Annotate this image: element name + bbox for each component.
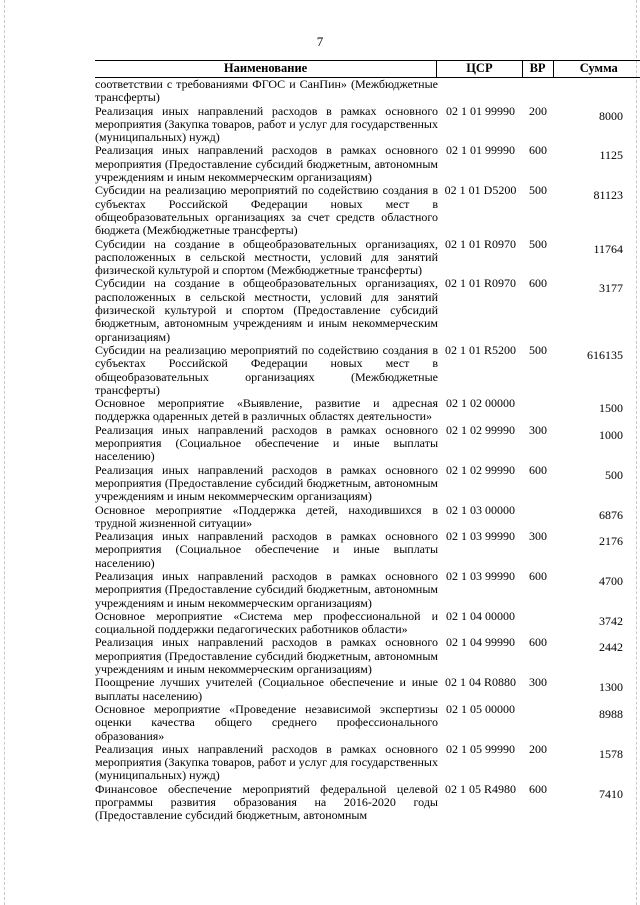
- row-sum-cell: 11764: [593, 241, 623, 256]
- row-name-cell: Основное мероприятие «Выявление, развитие и адресная поддержка одаренных детей в различных областях деятельности»: [95, 396, 438, 424]
- table-row: [95, 504, 640, 531]
- table-row: [95, 105, 640, 145]
- table-row: [95, 703, 640, 743]
- row-name-cell: Субсидии на создание в общеобразовательных организациях, расположенных в сельской местности, условий для занятий физической культурой и спортом (Предоставление субсидий бюджетным, автономным учреждениям и иным некоммерческим организациям): [95, 276, 438, 344]
- row-vr-cell: 300: [529, 529, 547, 544]
- row-sum-cell: 1000: [599, 427, 623, 442]
- row-csr-cell: 02 1 01 D5200: [444, 183, 517, 198]
- row-vr-cell: 600: [529, 635, 547, 650]
- row-vr-cell: 300: [529, 422, 547, 437]
- row-csr-cell: 02 1 01 R0970: [444, 236, 516, 251]
- table-row: [95, 78, 640, 105]
- row-name-cell: Реализация иных направлений расходов в рамках основного мероприятия (Предоставление субсидий бюджетным, автономным учреждениям и иным некоммерческим организациям): [95, 568, 438, 610]
- row-vr-cell: 200: [529, 741, 547, 756]
- row-vr-cell: 600: [529, 568, 547, 583]
- row-name-cell: Реализация иных направлений расходов в рамках основного мероприятия (Предоставление субсидий бюджетным, автономным учреждениям и иным некоммерческим организациям): [95, 635, 438, 677]
- table-row: [95, 530, 640, 570]
- row-name-cell: Основное мероприятие «Проведение независимой экспертизы оценки качества общего среднего профессионального образования»: [95, 701, 438, 743]
- left-margin-line: [4, 0, 5, 905]
- row-csr-cell: 02 1 05 R4980: [444, 781, 516, 796]
- row-vr-cell: 200: [529, 103, 547, 118]
- row-sum-cell: 81123: [593, 188, 623, 203]
- row-vr-cell: 300: [529, 675, 547, 690]
- row-sum-cell: 7410: [599, 786, 623, 801]
- row-vr-cell: 600: [529, 143, 547, 158]
- row-name-cell: соответствии с требованиями ФГОС и СанПин» (Межбюджетные трансферты): [95, 77, 438, 105]
- row-sum-cell: 616135: [587, 347, 623, 362]
- row-csr-cell: 02 1 04 99990: [446, 635, 515, 650]
- row-vr-cell: 600: [529, 781, 547, 796]
- row-sum-cell: 1500: [599, 401, 623, 416]
- row-csr-cell: 02 1 03 99990: [446, 529, 515, 544]
- table-row: [95, 184, 640, 237]
- row-vr-cell: 600: [529, 462, 547, 477]
- row-name-cell: Основное мероприятие «Система мер профессиональной и социальной поддержки педагогических работников области»: [95, 608, 438, 637]
- row-name-cell: Реализация иных направлений расходов в рамках основного мероприятия (Социальное обеспечение и иные выплаты населению): [95, 529, 438, 570]
- table-row: [95, 636, 640, 676]
- row-name-cell: Субсидии на создание в общеобразовательных организациях, расположенных в сельской местности, условий для занятий физической культурой и спортом (Межбюджетные трансферты): [95, 236, 438, 278]
- table-row: [95, 277, 640, 343]
- row-name-cell: Реализация иных направлений расходов в рамках основного мероприятия (Предоставление субсидий бюджетным, автономным учреждениям и иным некоммерческим организациям): [95, 462, 438, 504]
- row-csr-cell: 02 1 02 00000: [446, 396, 515, 411]
- header-name: Наименование: [223, 61, 308, 75]
- row-sum-cell: 8000: [599, 108, 623, 123]
- table-row: [95, 676, 640, 703]
- row-name-cell: Реализация иных направлений расходов в рамках основного мероприятия (Закупка товаров, работ и услуг для государственных (муниципальных) нужд): [95, 103, 438, 145]
- table-row: [95, 397, 640, 424]
- row-csr-cell: 02 1 05 00000: [446, 701, 515, 716]
- row-name-cell: Поощрение лучших учителей (Социальное обеспечение и иные выплаты населению): [95, 675, 438, 703]
- header-sum: Сумма: [553, 61, 640, 77]
- table-row: [95, 743, 640, 783]
- table-row: [95, 238, 640, 278]
- table-row: [95, 424, 640, 464]
- row-csr-cell: 02 1 02 99990: [446, 422, 515, 437]
- row-csr-cell: 02 1 01 R0970: [444, 276, 516, 291]
- row-sum-cell: 6876: [599, 507, 623, 522]
- row-csr-cell: 02 1 04 R0880: [444, 675, 516, 690]
- page-number: 7: [316, 34, 324, 49]
- row-sum-cell: 3177: [599, 281, 623, 296]
- row-name-cell: Субсидии на реализацию мероприятий по содействию создания в субъектах Российской Федерации новых мест в общеобразовательных организациях за счет средств областного бюджета (Межбюджетные трансферты): [95, 183, 438, 238]
- row-csr-cell: 02 1 01 99990: [446, 103, 515, 118]
- row-csr-cell: 02 1 03 99990: [446, 568, 515, 583]
- row-sum-cell: 2442: [599, 640, 623, 655]
- table-row: [95, 783, 640, 823]
- budget-table: [95, 60, 640, 823]
- row-name-cell: Финансовое обеспечение мероприятий федеральной целевой программы развития образования на 2016-2020 годы (Предоставление субсидий бюджетным, автономным: [95, 781, 438, 823]
- table-row: [95, 144, 640, 184]
- table-header: [95, 60, 640, 78]
- row-csr-cell: 02 1 03 00000: [446, 502, 515, 517]
- row-csr-cell: 02 1 01 R5200: [444, 342, 516, 357]
- row-sum-cell: 3742: [599, 613, 623, 628]
- row-csr-cell: 02 1 04 00000: [446, 608, 515, 623]
- row-name-cell: Субсидии на реализацию мероприятий по содействию создания в субъектах Российской Федерации новых мест в общеобразовательных организациях (Межбюджетные трансферты): [95, 342, 438, 397]
- row-csr-cell: 02 1 02 99990: [446, 462, 515, 477]
- header-vr: ВР: [522, 61, 553, 77]
- row-sum-cell: 8988: [599, 706, 623, 721]
- row-csr-cell: 02 1 01 99990: [446, 143, 515, 158]
- row-vr-cell: 600: [529, 276, 547, 291]
- header-csr: ЦСР: [436, 61, 522, 77]
- row-sum-cell: 1125: [599, 148, 623, 163]
- row-sum-cell: [553, 78, 623, 83]
- row-sum-cell: 1578: [599, 746, 623, 761]
- table-row: [95, 610, 640, 637]
- table-row: [95, 570, 640, 610]
- row-name-cell: Реализация иных направлений расходов в рамках основного мероприятия (Закупка товаров, работ и услуг для государственных (муниципальных) нужд): [95, 741, 438, 783]
- row-sum-cell: 1300: [599, 680, 623, 695]
- row-sum-cell: 500: [605, 467, 623, 482]
- row-sum-cell: 4700: [599, 573, 623, 588]
- row-sum-cell: 2176: [599, 534, 623, 549]
- row-name-cell: Реализация иных направлений расходов в рамках основного мероприятия (Предоставление субсидий бюджетным, автономным учреждениям и иным некоммерческим организациям): [95, 143, 438, 185]
- table-row: [95, 344, 640, 397]
- row-vr-cell: 500: [529, 183, 547, 198]
- table-row: [95, 464, 640, 504]
- row-name-cell: Реализация иных направлений расходов в рамках основного мероприятия (Социальное обеспечение и иные выплаты населению): [95, 422, 438, 464]
- row-csr-cell: 02 1 05 99990: [446, 741, 515, 756]
- row-name-cell: Основное мероприятие «Поддержка детей, находившихся в трудной жизненной ситуации»: [95, 502, 438, 530]
- row-vr-cell: 500: [529, 236, 547, 251]
- table-body: [95, 78, 640, 823]
- row-vr-cell: 500: [529, 342, 547, 357]
